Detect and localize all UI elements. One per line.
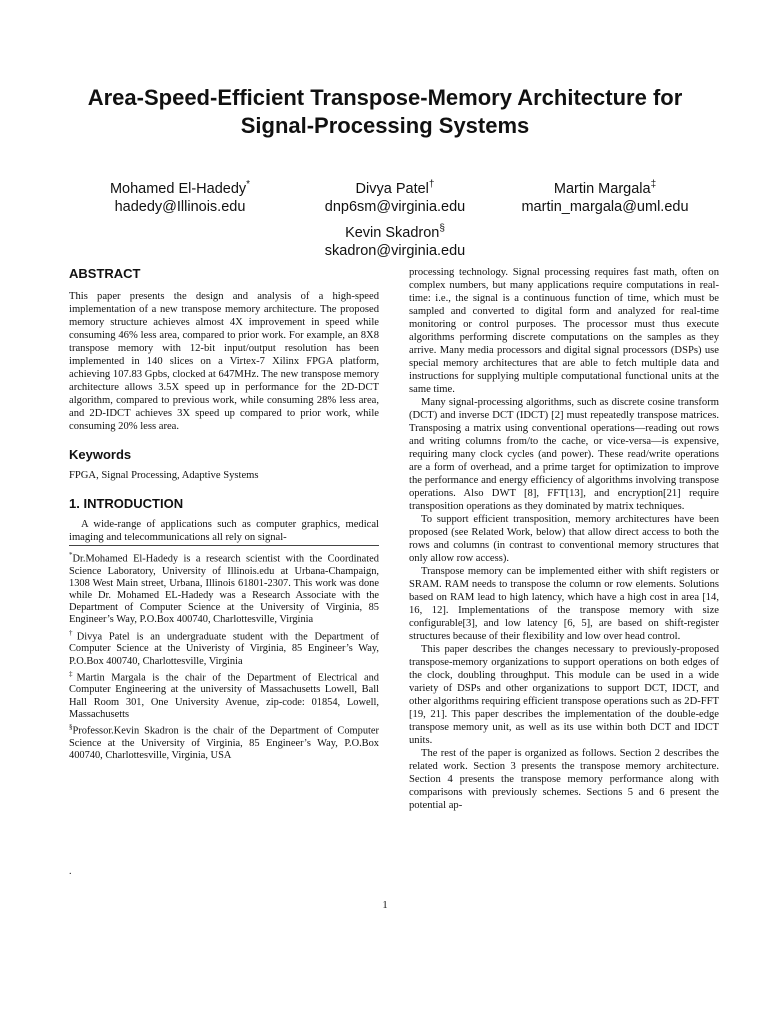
body-paragraph-3: To support efficient transposition, memory architectures have been proposed (see Related Work, below) that allow direct access to both the rows and columns (in contrast to conventional memory structures that only allow row access).	[409, 514, 719, 564]
author-email: martin_margala@uml.edu	[521, 198, 689, 215]
page-number: 1	[382, 900, 388, 911]
author-block-4	[310, 220, 480, 260]
body-paragraph-1: processing technology. Signal processing requires fast math, often on complex numbers, but many applications require computations in real-time: i.e., the signal is a continuous function of time, which must be sampled and converted to digital form and analyzed for real-time monitoring or control purposes. The processor must thus execute algorithms performing discrete computations on the samples as they arrive. Many media processors and digital signal processors (DSPs) use special memory architectures that are able to fetch multiple data and instructions for supplying multiple computational functional units at the same time.	[409, 267, 719, 395]
author-mark: §	[439, 223, 445, 234]
footnote-2	[69, 627, 379, 668]
left-column	[69, 266, 379, 544]
stray-mark: .	[69, 866, 72, 877]
footnote-3	[69, 668, 379, 721]
footnote-text: Professor.Kevin Skadron is the chair of the Department of Computer Science at the University of Virginia, 85 Engineer’s Way, P.O.Box 400740, Charlottesville, Virginia, USA	[69, 725, 379, 761]
title-line-1: Area-Speed-Efficient Transpose-Memory Architecture for	[87, 85, 683, 110]
footnote-mark: †	[69, 628, 77, 637]
body-paragraph-2: Many signal-processing algorithms, such as discrete cosine transform (DCT) and inverse DCT (IDCT) [2] must repeatedly transpose matrices. Transposing a matrix using conventional operations—reading out rows and writing columns from/to the cache, or vice-versa—is expensive, requiring many clock cycles (and power). These read/write operations are a form of overhead, and a prime target for optimization to improve the performance and energy efficiency of algorithms involving transpose operations. Also DWT [8], FFT[13], and encryption[21] require transposition operations as they dominated by matrix techniques.	[409, 397, 719, 512]
footnote-mark: ‡	[69, 669, 77, 678]
footnote-4	[69, 721, 379, 762]
introduction-start: A wide-range of applications such as computer graphics, medical imaging and telecommunications all rely on signal-	[69, 519, 379, 543]
author-block-1	[100, 176, 260, 216]
abstract-text: This paper presents the design and analysis of a high-speed implementation of a new transpose memory architecture. The proposed memory structure achieves almost 4X improvement in speed while consuming 46% less area, compared to prior work. For example, an 8X8 transpose memory with 12-bit input/output resolution has been implemented in 140 slices on a Virtex-7 Xilinx FPGA platform, achieving 107.83 Gpbs, clocked at 647MHz. The new transpose memory architecture allows 3.5X speed up in performance for the 2D-DCT algorithm, compared to previous work, while consuming 28% less area, and 2D-IDCT achieves 3X speed up compared to prior work, while consuming 20% less area.	[69, 291, 379, 432]
author-email: dnp6sm@virginia.edu	[324, 198, 466, 215]
body-paragraph-5: This paper describes the changes necessary to previously-proposed transpose-memory organizations to support operations on both edges of the clock, doubling throughput. This module can be used in a wide variety of DSPs and other organizations to support DCT, IDCT, and other algorithms requiring efficient transpose operations such as 2D-FFT [19, 21]. This paper describes the implementation of the double-edge transpose memory unit, as well as its use within both DCT and IDCT units.	[409, 644, 719, 746]
paper-title	[40, 84, 730, 140]
author-mark: ‡	[650, 179, 657, 190]
footnotes	[69, 545, 379, 762]
body-paragraph-4: Transpose memory can be implemented either with shift registers or SRAM. RAM needs to transpose the column or row elements. Solutions based on RAM lead to high latency, which have a high cost in area [14, 16, 12]. Implementations of the transpose memory with size configurable[3], and low latency [6, 5], are based on shift-register structures because of their flexibility and low over head control.	[409, 566, 719, 642]
abstract-heading: ABSTRACT	[69, 266, 141, 281]
author-email: skadron@virginia.edu	[324, 242, 466, 259]
footnote-1	[69, 549, 379, 627]
keywords-text: FPGA, Signal Processing, Adaptive Systems	[69, 470, 259, 481]
author-block-3	[505, 176, 705, 216]
author-name: Kevin Skadron	[345, 224, 440, 241]
author-name: Mohamed El-Hadedy	[109, 180, 247, 197]
footnote-text: Dr.Mohamed El-Hadedy is a research scientist with the Coordinated Science Laboratory, University of Illinois.edu at Urbana-Champaign, 1308 West Main street, Urbana, Illinois 61801-2307. This work was done while Dr. Mohamed EL-Hadedy was a Research Associate with the Department of Computer Science at the University of Virginia, 85 Engineer’s Way, P.O.Box 400740, Charlottesville, Virginia	[69, 553, 379, 626]
author-email: hadedy@Illinois.edu	[114, 198, 246, 215]
footnote-mark: §	[69, 723, 73, 732]
author-mark: †	[428, 179, 435, 190]
author-mark: *	[246, 179, 251, 190]
introduction-heading: 1. INTRODUCTION	[69, 496, 184, 511]
keywords-heading: Keywords	[69, 447, 132, 462]
title-line-2: Signal-Processing Systems	[240, 113, 530, 138]
footnote-text: Martin Margala is the chair of the Department of Electrical and Computer Engineering at the university of Massachusetts Lowell, Ball Hall Room 301, One University Avenue, zip-code: 01854, Lowell, Massachusetts	[69, 672, 380, 720]
author-name: Divya Patel	[355, 180, 429, 197]
body-paragraph-6: The rest of the paper is organized as follows. Section 2 describes the related work. Section 3 presents the transpose memory architecture. Section 4 presents the transpose memory performance along with comparisons with previously schemes. Sections 5 and 6 present the potential ap-	[409, 748, 719, 811]
author-name: Martin Margala	[553, 180, 651, 197]
author-block-2	[310, 176, 480, 216]
right-column	[409, 266, 719, 812]
footnote-text: Divya Patel is an undergraduate student with the Department of Computer Science at the Univeristy of Virginia, 85 Engineer’s Way, P.O.Box 400740, Charlottesville, Virginia	[69, 631, 379, 667]
footnote-mark: *	[69, 551, 73, 559]
